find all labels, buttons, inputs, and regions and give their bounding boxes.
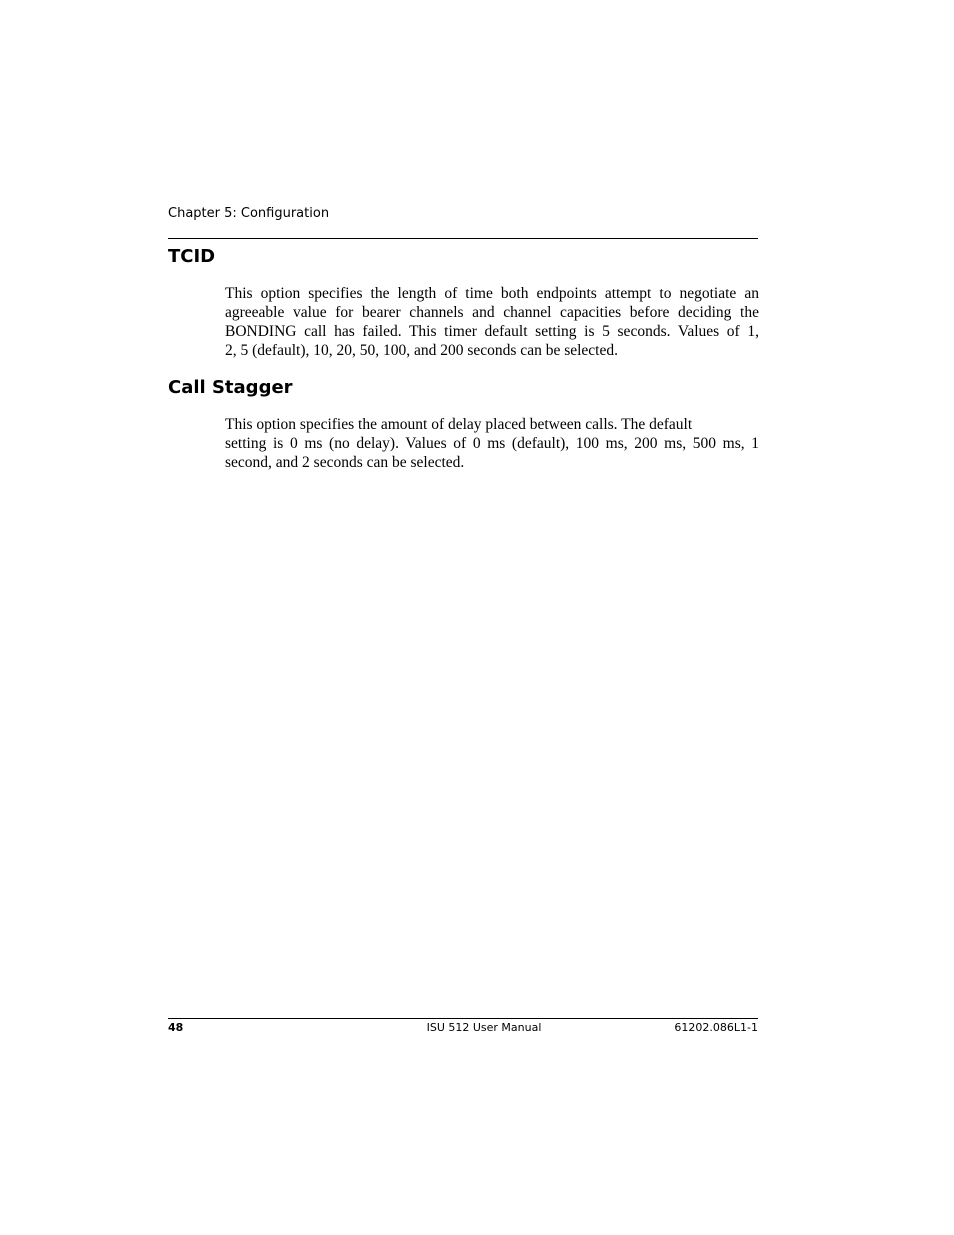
body-line: setting is 0 ms (no delay). Values of 0 ms (default), 100 ms, 200 ms, 500 ms, 1 — [225, 435, 759, 452]
section-heading-tcid: TCID — [168, 246, 216, 267]
body-line: This option specifies the length of time both endpoints attempt to negotiate an — [225, 285, 759, 302]
body-line: 2, 5 (default), 10, 20, 50, 100, and 200 seconds can be selected. — [225, 342, 618, 359]
footer-rule — [168, 1018, 758, 1019]
body-line: BONDING call has failed. This timer default setting is 5 seconds. Values of 1, — [225, 323, 759, 340]
body-line: This option specifies the amount of delay placed between calls. The default — [225, 416, 693, 433]
document-number: 61202.086L1-1 — [674, 1021, 758, 1034]
page-number: 48 — [168, 1021, 184, 1034]
body-line: second, and 2 seconds can be selected. — [225, 454, 465, 471]
running-header: Chapter 5: Configuration — [168, 206, 330, 221]
section-body-call-stagger — [225, 415, 759, 472]
manual-title: ISU 512 User Manual — [426, 1021, 542, 1034]
header-rule — [168, 238, 758, 239]
section-heading-call-stagger: Call Stagger — [168, 377, 293, 398]
body-line: agreeable value for bearer channels and channel capacities before deciding the — [225, 304, 759, 321]
section-body-tcid — [225, 284, 759, 360]
